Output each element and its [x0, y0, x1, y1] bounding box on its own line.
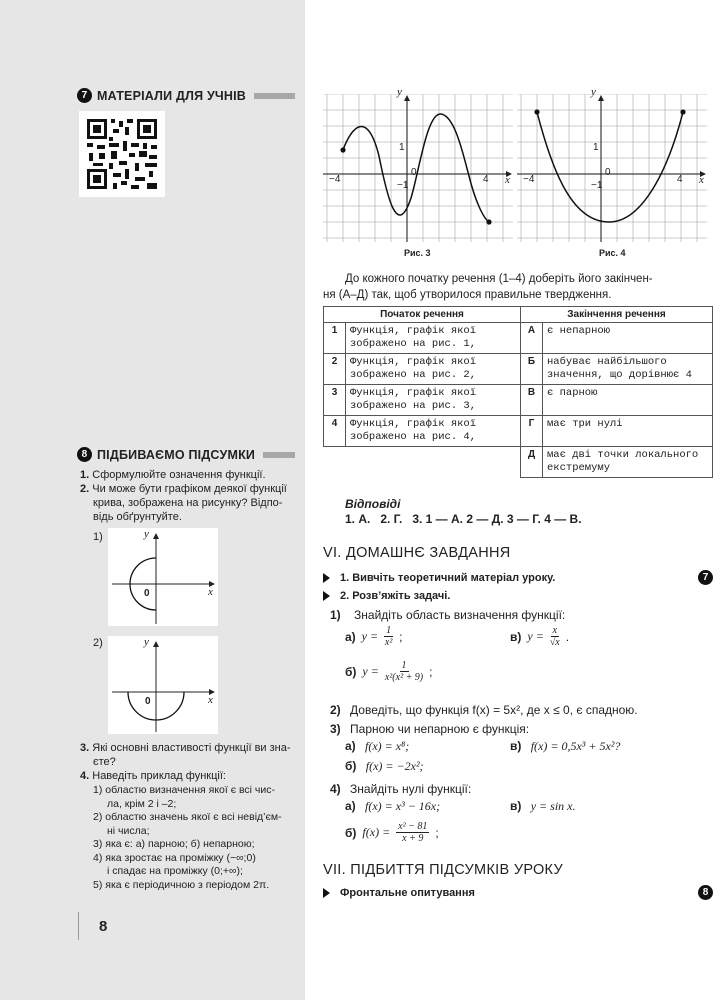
row-number: 3	[324, 385, 346, 416]
answer-text: 1. А. 2. Г. 3. 1 — А. 2 — Д. 3 — Г. 4 — В.	[345, 512, 582, 526]
y-axis-label: y	[397, 86, 402, 98]
sentence-start-line2: зображено на рис. 4,	[350, 431, 477, 443]
question-2-line1: Чи може бути графіком деякої функції	[92, 483, 287, 495]
math-expression: f(x) = −2x²;	[365, 759, 424, 773]
question-4-item-4-line2: і спадає на проміжку (0;+∞);	[107, 865, 243, 877]
column-header-start: Початок речення	[324, 307, 521, 323]
sentence-start-line1: Функція, графік якої	[350, 387, 477, 399]
problem-3a	[345, 739, 409, 754]
qr-code-icon[interactable]	[79, 111, 165, 197]
x-axis-label: x	[208, 694, 213, 706]
fraction-numerator: x² − 81	[398, 821, 428, 832]
y-axis-label: y	[144, 636, 149, 648]
reference-badge: 7	[698, 570, 713, 585]
item-label: а)	[345, 799, 356, 813]
question-4-item-2-line1: 2) областю значень якої є всі невід’єм-	[93, 811, 282, 823]
sentence-end-line1: має три нулі	[547, 418, 623, 430]
sentence-start-line2: зображено на рис. 3,	[350, 400, 477, 412]
item-label: а)	[345, 739, 356, 753]
table-row	[324, 354, 713, 385]
figure-1-label: 1)	[93, 531, 103, 543]
figure-4-graph	[517, 86, 707, 242]
row-number	[324, 447, 346, 478]
sentence-start-line2: зображено на рис. 2,	[350, 369, 477, 381]
punctuation: ;	[435, 825, 439, 840]
origin-label: 0	[144, 588, 150, 599]
item-label: б)	[345, 664, 357, 679]
table-row	[324, 416, 713, 447]
answer-letter: Д	[521, 447, 543, 478]
matching-table	[323, 306, 713, 478]
question-4-item-3: 3) яка є: а) парною; б) непарною;	[93, 838, 255, 850]
math-lhs: y =	[362, 664, 379, 678]
punctuation: ;	[429, 664, 433, 679]
question-3-line2: єте?	[93, 756, 116, 768]
sentence-start	[346, 416, 521, 447]
homework-item-2	[323, 590, 450, 602]
question-4-item-4-line1: 4) яка зростає на проміжку (−∞;0)	[93, 851, 256, 864]
fraction-denominator: x + 9	[402, 833, 424, 844]
tick-label: 1	[593, 142, 599, 153]
row-number: 2	[324, 354, 346, 385]
section-8-heading	[77, 447, 295, 462]
reference-badge: 8	[698, 885, 713, 900]
item-label: а)	[345, 629, 356, 644]
problem-3	[330, 722, 529, 736]
tick-label: 4	[483, 174, 489, 185]
heading-bar	[254, 93, 295, 99]
sentence-start-line1: Функція, графік якої	[350, 356, 477, 368]
answer-letter: Б	[521, 354, 543, 385]
item-label: в)	[510, 629, 522, 644]
fraction-denominator: √x	[549, 637, 560, 648]
y-axis-label: y	[591, 86, 596, 98]
question-2-line3: відь обґрунтуйте.	[93, 511, 182, 523]
question-list	[80, 468, 300, 524]
problem-1v	[510, 625, 569, 648]
item-label: в)	[510, 799, 522, 813]
sentence-end	[543, 447, 713, 478]
problem-number: 4)	[330, 782, 341, 796]
section-number-badge: 7	[77, 88, 92, 103]
table-row	[324, 385, 713, 416]
problem-1b	[345, 660, 432, 683]
problem-2-text: Доведіть, що функція f(x) = 5x², де x ≤ 0, є спадною.	[350, 703, 638, 717]
sentence-start	[346, 323, 521, 354]
summary-item-text: Фронтальне опитування	[340, 886, 475, 899]
question-number: 2.	[80, 483, 90, 495]
tick-label: 0	[605, 167, 611, 178]
answer-label: Відповіді	[345, 497, 401, 511]
tick-label: −1	[591, 180, 603, 191]
problem-number: 3)	[330, 722, 341, 736]
question-4: Наведіть приклад функції:	[92, 770, 226, 782]
item-label: в)	[510, 739, 522, 753]
sentence-start	[346, 385, 521, 416]
figure-4-caption: Рис. 4	[599, 248, 626, 258]
sentence-end-line1: є парною	[547, 387, 598, 399]
sentence-end-line2: значення, що дорівнює 4	[547, 369, 692, 381]
sentence-end	[543, 354, 713, 385]
problem-1a	[345, 625, 402, 648]
task-intro-line1: До кожного початку речення (1–4) доберіть його закінчен-	[345, 273, 653, 285]
tick-label: 4	[677, 174, 683, 185]
math-expression: f(x) = 0,5x³ + 5x²?	[530, 739, 621, 753]
fraction-numerator: 1	[401, 660, 407, 671]
problem-4b	[345, 821, 439, 844]
heading-bar	[263, 452, 295, 458]
bullet-arrow-icon	[323, 888, 330, 898]
summary-heading: VII. ПІДБИТТЯ ПІДСУМКІВ УРОКУ	[323, 862, 563, 878]
tick-label: 0	[411, 167, 417, 178]
bullet-arrow-icon	[323, 573, 330, 583]
x-axis-label: x	[208, 586, 213, 598]
sentence-start-line1: Функція, графік якої	[350, 325, 477, 337]
tick-label: −4	[523, 174, 535, 185]
math-expression: f(x) = x⁸;	[365, 739, 410, 753]
punctuation: .	[565, 629, 570, 644]
sentence-end-line1: набуває найбільшого	[547, 356, 667, 368]
task-intro	[323, 271, 715, 303]
figure-2-graph	[108, 636, 218, 734]
fraction-denominator: x²(x² + 9)	[384, 672, 424, 683]
question-number: 1.	[80, 469, 90, 481]
answer-letter: А	[521, 323, 543, 354]
row-number: 4	[324, 416, 346, 447]
sentence-start	[346, 447, 521, 478]
question-3-line1: Які основні властивості функції ви зна-	[92, 742, 291, 754]
answer-letter: В	[521, 385, 543, 416]
tick-label: −1	[397, 180, 409, 191]
sentence-end-line2: екстремуму	[547, 462, 611, 474]
x-axis-label: x	[699, 174, 704, 186]
section-7-heading	[77, 88, 295, 103]
question-1: Сформулюйте означення функції.	[92, 469, 266, 481]
section-title: МАТЕРІАЛИ ДЛЯ УЧНІВ	[97, 88, 247, 103]
fraction-denominator: x²	[384, 637, 393, 648]
question-4-item-1-line2: ла, крім 2 і –2;	[107, 797, 177, 810]
summary-item	[323, 885, 713, 900]
sentence-end	[543, 416, 713, 447]
question-4-item-2-line2: ні числа;	[107, 824, 150, 837]
figure-1-graph	[108, 528, 218, 626]
problem-4v	[510, 799, 575, 814]
sentence-start-line2: зображено на рис. 1,	[350, 338, 477, 350]
bullet-arrow-icon	[323, 591, 330, 601]
y-axis-label: y	[144, 528, 149, 540]
homework-item-1	[323, 570, 713, 585]
homework-heading: VI. ДОМАШНЄ ЗАВДАННЯ	[323, 545, 511, 561]
origin-label: 0	[145, 696, 151, 707]
sentence-end-line1: є непарною	[547, 325, 611, 337]
math-expression: y = sin x.	[530, 799, 576, 813]
fraction-numerator: x	[552, 625, 557, 636]
tick-label: −4	[329, 174, 341, 185]
problem-3b	[345, 759, 424, 774]
tick-label: 1	[399, 142, 405, 153]
answer-letter: Г	[521, 416, 543, 447]
sentence-start	[346, 354, 521, 385]
math-lhs: y =	[361, 629, 379, 643]
item-label: б)	[345, 759, 357, 773]
question-2-line2: крива, зображена на рисунку? Відпо-	[93, 497, 283, 509]
column-header-end: Закінчення речення	[521, 307, 713, 323]
question-number: 4.	[80, 770, 90, 782]
problem-4	[330, 782, 471, 796]
figure-3-caption: Рис. 3	[404, 248, 431, 258]
page-number: 8	[99, 918, 108, 935]
question-4-item-5: 5) яка є періодичною з періодом 2π.	[93, 878, 270, 891]
task-intro-line2: ня (А–Д) так, щоб утворилося правильне твердження.	[323, 289, 612, 301]
fraction-numerator: 1	[386, 625, 392, 636]
sentence-end-line1: має дві точки локального	[547, 449, 699, 461]
punctuation: ;	[399, 629, 403, 644]
homework-item-1-text: 1. Вивчіть теоретичний матеріал уроку.	[340, 571, 556, 584]
problem-number: 1)	[330, 608, 341, 622]
sentence-start-line1: Функція, графік якої	[350, 418, 477, 430]
row-number: 1	[324, 323, 346, 354]
homework-item-2-text: 2. Розв’яжіть задачі.	[340, 590, 451, 602]
problem-3v	[510, 739, 620, 754]
table-row	[324, 323, 713, 354]
item-label: б)	[345, 825, 357, 840]
question-number: 3.	[80, 742, 90, 754]
figure-2-label: 2)	[93, 637, 103, 649]
problem-2	[330, 703, 638, 717]
math-lhs: y =	[527, 629, 544, 643]
problem-3-text: Парною чи непарною є функція:	[350, 722, 530, 736]
problem-1-text: Знайдіть область визначення функції:	[354, 608, 566, 622]
problem-4a	[345, 799, 440, 814]
math-expression: f(x) = x³ − 16x;	[365, 799, 441, 813]
sentence-end	[543, 323, 713, 354]
question-4-item-1-line1: 1) областю визначення якої є всі чис-	[93, 784, 276, 796]
section-title: ПІДБИВАЄМО ПІДСУМКИ	[97, 447, 256, 462]
section-number-badge: 8	[77, 447, 92, 462]
problem-1	[330, 608, 565, 622]
math-lhs: f(x) =	[362, 825, 391, 839]
table-row	[324, 447, 713, 478]
figure-3-graph	[323, 86, 513, 242]
x-axis-label: x	[505, 174, 510, 186]
problem-4-text: Знайдіть нулі функції:	[350, 782, 472, 796]
problem-number: 2)	[330, 703, 341, 717]
question-list-continued	[80, 741, 300, 892]
sentence-end	[543, 385, 713, 416]
page-number-rule	[78, 912, 79, 940]
